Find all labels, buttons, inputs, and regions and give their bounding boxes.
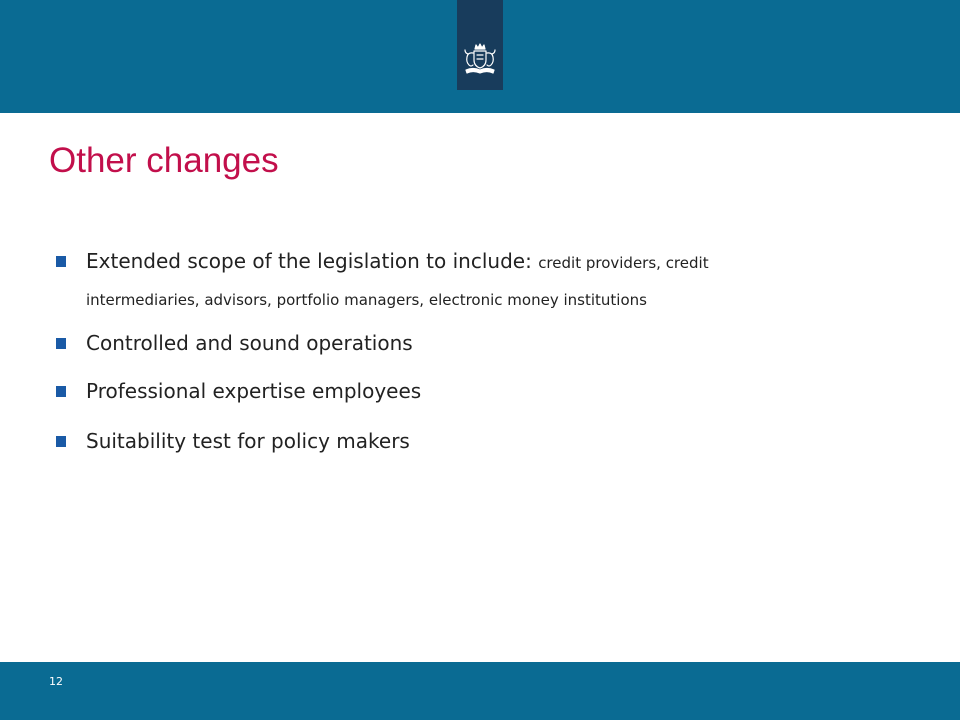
footer-band [0,662,960,720]
bullet-text: Controlled and sound operations [86,331,413,355]
bullet-text: Extended scope of the legislation to include: [86,249,532,273]
bullet-marker [56,338,66,349]
bullet-marker [56,256,66,267]
bullet-detail: credit providers, credit [538,254,709,272]
slide-title: Other changes [49,141,279,180]
page-number: 12 [49,675,63,688]
bullet-marker [56,436,66,447]
bullet-detail: intermediaries, advisors, portfolio managers, electronic money institutions [86,291,647,309]
bullet-text: Suitability test for policy makers [86,429,410,453]
bullet-text: Professional expertise employees [86,379,422,403]
bullet-marker [56,386,66,397]
bullet-text-block [86,250,906,310]
